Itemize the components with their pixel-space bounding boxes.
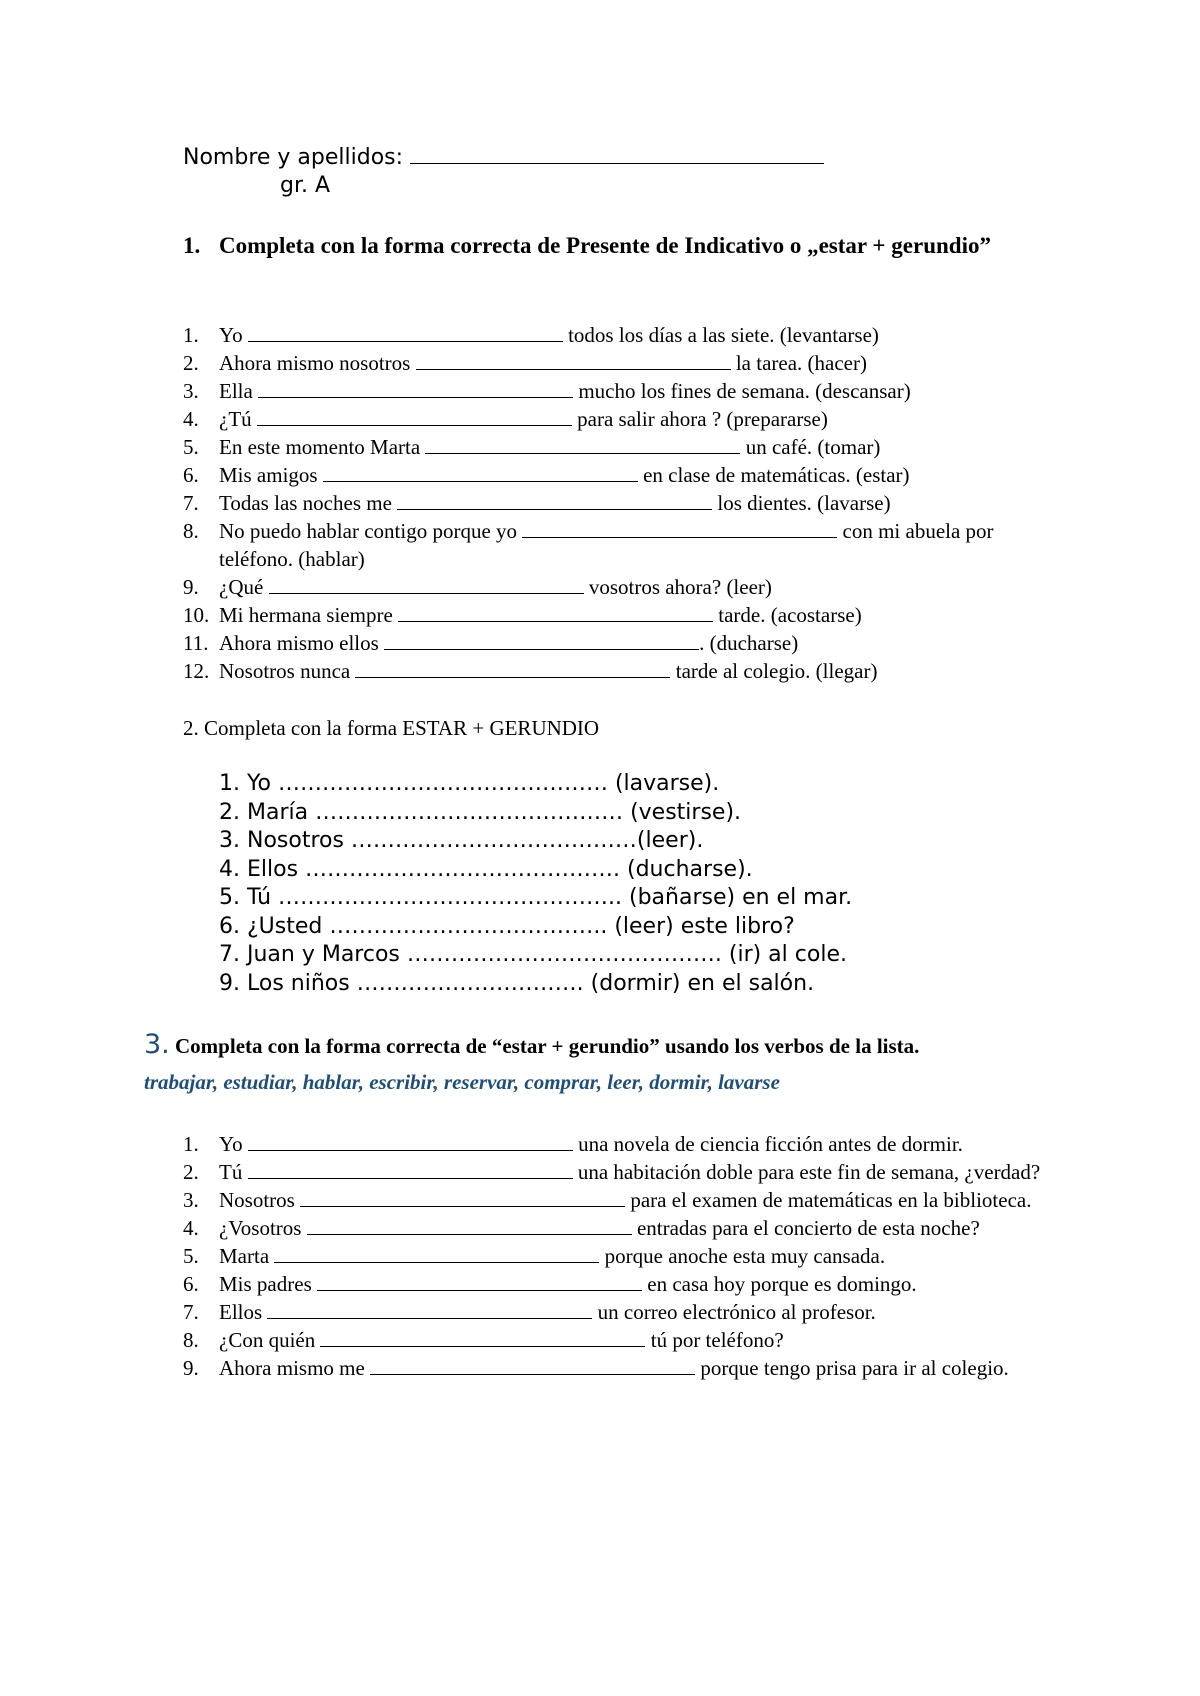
exercise-item	[183, 1130, 1083, 1158]
item-suffix: entradas para el concierto de esta noche?	[636, 1216, 980, 1240]
item-number: 3.	[183, 379, 199, 403]
item-suffix: todos los días a las siete. (levantarse)	[568, 323, 879, 347]
section-1-instruction: Completa con la forma correcta de Presente de Indicativo o „estar + gerundio”	[219, 233, 991, 258]
item-prefix: Yo	[219, 323, 243, 347]
item-prefix: ¿Vosotros	[219, 1216, 302, 1240]
item-number: 4.	[183, 1216, 199, 1240]
exercise-item	[183, 461, 1053, 489]
item-suffix: una habitación doble para este fin de semana, ¿verdad?	[577, 1160, 1041, 1184]
exercise-item	[183, 601, 1053, 629]
answer-blank[interactable]	[425, 435, 740, 454]
item-suffix: un correo electrónico al profesor.	[597, 1300, 876, 1324]
exercise-item: 7. Juan y Marcos ……………………………………. (ir) al cole.	[219, 942, 847, 967]
answer-blank[interactable]	[248, 1160, 573, 1179]
exercise-item	[183, 1298, 1083, 1326]
item-suffix: una novela de ciencia ficción antes de dormir.	[578, 1132, 963, 1156]
item-number: 5.	[183, 1244, 199, 1268]
item-number: 9.	[183, 1356, 199, 1380]
section-2-exercise-list	[219, 770, 852, 998]
item-prefix: ¿Qué	[219, 575, 264, 599]
name-label: Nombre y apellidos:	[183, 145, 404, 170]
exercise-item	[183, 657, 1053, 685]
exercise-item	[183, 1242, 1083, 1270]
section-1-title	[183, 230, 1063, 261]
item-number: 9.	[183, 575, 199, 599]
item-suffix: tarde al colegio. (llegar)	[675, 659, 878, 683]
item-number: 5.	[183, 435, 199, 459]
item-suffix: la tarea. (hacer)	[735, 351, 867, 375]
item-prefix: En este momento Marta	[219, 435, 421, 459]
item-number: 4.	[183, 407, 199, 431]
item-suffix: en casa hoy porque es domingo.	[647, 1272, 917, 1296]
exercise-item: 3. Nosotros …………………………………(leer).	[219, 828, 704, 853]
answer-blank[interactable]	[248, 1132, 573, 1151]
exercise-item	[183, 1326, 1083, 1354]
answer-blank[interactable]	[267, 1300, 592, 1319]
item-prefix: Ahora mismo ellos	[219, 631, 379, 655]
item-suffix: para el examen de matemáticas en la biblioteca.	[630, 1188, 1032, 1212]
name-line	[183, 144, 824, 172]
item-prefix: Mis amigos	[219, 463, 318, 487]
answer-blank[interactable]	[258, 379, 573, 398]
answer-blank[interactable]	[320, 1328, 645, 1347]
section-3-instruction: Completa con la forma correcta de “estar + gerundio” usando los verbos de la lista.	[175, 1034, 920, 1058]
answer-blank[interactable]	[307, 1216, 632, 1235]
answer-blank[interactable]	[274, 1244, 599, 1263]
answer-blank[interactable]	[269, 575, 584, 594]
answer-blank[interactable]	[323, 463, 638, 482]
item-number: 7.	[183, 1300, 199, 1324]
item-suffix: con mi abuela por teléfono. (hablar)	[219, 519, 994, 571]
section-2-title: 2. Completa con la forma ESTAR + GERUNDIO	[183, 716, 600, 740]
exercise-item: 1. Yo ……………………………………… (lavarse).	[219, 771, 720, 796]
answer-blank[interactable]	[384, 631, 699, 650]
item-prefix: Marta	[219, 1244, 270, 1268]
item-prefix: Ella	[219, 379, 253, 403]
item-number: 3.	[183, 1188, 199, 1212]
item-prefix: No puedo hablar contigo porque yo	[219, 519, 518, 543]
item-prefix: Todas las noches me	[219, 491, 392, 515]
item-number: 12.	[183, 659, 210, 683]
exercise-item	[183, 1186, 1083, 1214]
answer-blank[interactable]	[370, 1356, 695, 1375]
item-prefix: Mi hermana siempre	[219, 603, 393, 627]
item-prefix: Mis padres	[219, 1272, 312, 1296]
exercise-item: 5. Tú ……………………………………….. (bañarse) en el mar.	[219, 885, 853, 910]
item-suffix: tarde. (acostarse)	[718, 603, 862, 627]
verb-list: trabajar, estudiar, hablar, escribir, reservar, comprar, leer, dormir, lavarse	[144, 1070, 780, 1094]
exercise-item: 6. ¿Usted ……………………………….. (leer) este libro?	[219, 913, 795, 939]
exercise-item	[183, 489, 1053, 517]
answer-blank[interactable]	[416, 351, 731, 370]
item-number: 8.	[183, 519, 199, 543]
group-label: gr. A	[280, 173, 331, 198]
item-prefix: ¿Tú	[219, 407, 252, 431]
item-suffix: un café. (tomar)	[745, 435, 881, 459]
exercise-item	[183, 377, 1053, 405]
exercise-item	[183, 433, 1053, 461]
answer-blank[interactable]	[300, 1188, 625, 1207]
item-number: 7.	[183, 491, 199, 515]
student-header	[183, 144, 824, 200]
exercise-item	[183, 321, 1053, 349]
section-3-exercise-list	[183, 1130, 1083, 1382]
item-suffix: porque anoche esta muy cansada.	[604, 1244, 886, 1268]
item-prefix: Tú	[219, 1160, 243, 1184]
item-prefix: ¿Con quién	[219, 1328, 316, 1352]
item-number: 8.	[183, 1328, 199, 1352]
name-blank	[410, 145, 824, 164]
answer-blank[interactable]	[397, 491, 712, 510]
answer-blank[interactable]	[522, 519, 837, 538]
answer-blank[interactable]	[355, 659, 670, 678]
section-3-number: 3.	[144, 1029, 170, 1060]
item-number: 6.	[183, 463, 199, 487]
item-prefix: Yo	[219, 1132, 243, 1156]
item-suffix: . (ducharse)	[699, 631, 799, 655]
item-prefix: Ahora mismo me	[219, 1356, 365, 1380]
item-number: 1.	[183, 1132, 199, 1156]
exercise-item	[183, 1354, 1083, 1382]
answer-blank[interactable]	[317, 1272, 642, 1291]
item-suffix: en clase de matemáticas. (estar)	[643, 463, 910, 487]
answer-blank[interactable]	[248, 323, 563, 342]
answer-blank[interactable]	[257, 407, 572, 426]
section-1-number: 1.	[183, 233, 201, 258]
exercise-item	[183, 629, 1053, 657]
item-suffix: los dientes. (lavarse)	[717, 491, 891, 515]
exercise-item: 4. Ellos ……………………………………. (ducharse).	[219, 856, 753, 882]
item-number: 2.	[183, 351, 199, 375]
exercise-item	[183, 1270, 1083, 1298]
exercise-item	[183, 1158, 1083, 1186]
item-prefix: Nosotros	[219, 1188, 295, 1212]
exercise-item	[183, 405, 1053, 433]
item-suffix: tú por teléfono?	[650, 1328, 784, 1352]
item-suffix: para salir ahora ? (prepararse)	[577, 407, 828, 431]
section-1-exercise-list	[183, 321, 1053, 685]
item-prefix: Nosotros nunca	[219, 659, 351, 683]
item-suffix: porque tengo prisa para ir al colegio.	[700, 1356, 1009, 1380]
exercise-item	[183, 517, 1053, 573]
exercise-item	[183, 1214, 1083, 1242]
exercise-item	[183, 573, 1053, 601]
item-prefix: Ahora mismo nosotros	[219, 351, 411, 375]
exercise-item: 9. Los niños …………………………. (dormir) en el salón.	[219, 970, 815, 996]
answer-blank[interactable]	[398, 603, 713, 622]
exercise-item: 2. María …………………………………… (vestirse).	[219, 799, 742, 825]
item-prefix: Ellos	[219, 1300, 263, 1324]
section-3-title	[144, 1030, 919, 1061]
item-number: 2.	[183, 1160, 199, 1184]
item-number: 11.	[183, 631, 209, 655]
exercise-item	[183, 349, 1053, 377]
item-number: 10.	[183, 603, 210, 627]
item-suffix: mucho los fines de semana. (descansar)	[578, 379, 911, 403]
item-number: 1.	[183, 323, 199, 347]
item-suffix: vosotros ahora? (leer)	[588, 575, 772, 599]
item-number: 6.	[183, 1272, 199, 1296]
